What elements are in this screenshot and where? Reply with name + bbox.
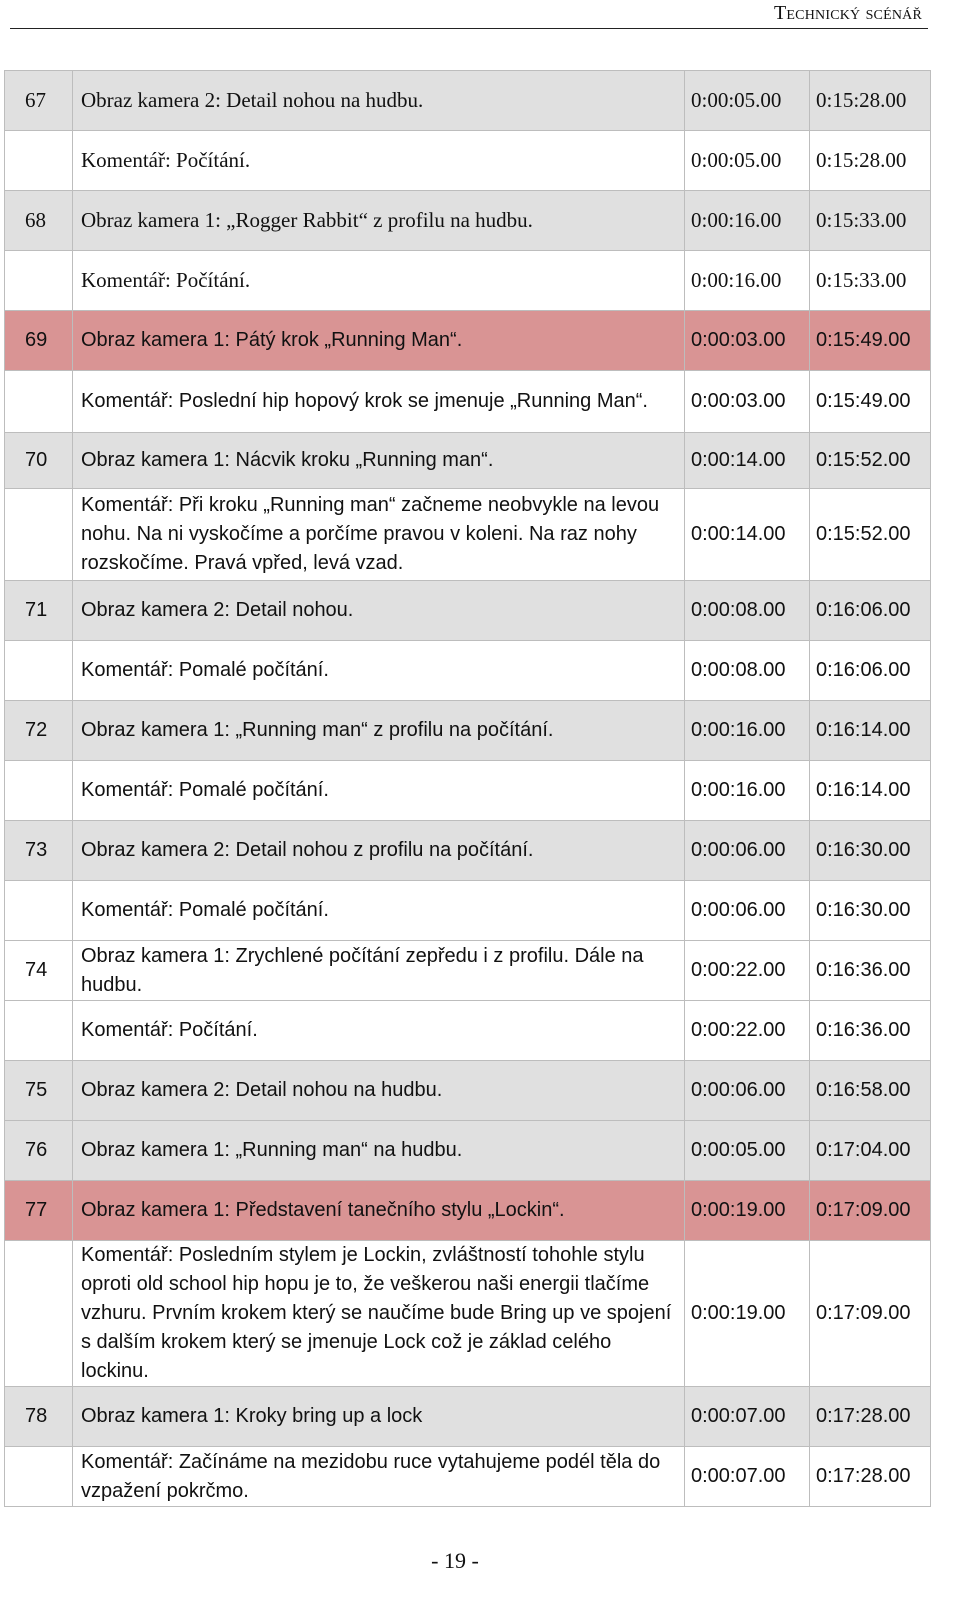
shot-number-cell [5,761,73,821]
table-row [5,701,931,761]
duration-cell: 0:00:05.00 [685,1121,810,1181]
shot-number-cell: 70 [5,433,73,489]
description-cell: Obraz kamera 1: Představení tanečního stylu „Lockin“. [73,1181,685,1241]
description-cell: Obraz kamera 1: „Running man“ z profilu na počítání. [73,701,685,761]
shot-number-cell: 78 [5,1387,73,1447]
table-row [5,1001,931,1061]
shot-number-cell: 68 [5,191,73,251]
table-row [5,191,931,251]
table-row [5,821,931,881]
timecode-cell: 0:16:06.00 [810,581,931,641]
timecode-cell: 0:15:28.00 [810,71,931,131]
shot-number-cell [5,489,73,581]
description-cell: Komentář: Počítání. [73,1001,685,1061]
description-cell: Komentář: Posledním stylem je Lockin, zvláštností tohohle stylu oproti old school hip hopu je to, že veškerou naši energii tlačíme vzhuru. Prvním krokem který se naučíme bude Bring up ve spojení s dalším krokem který se jmenuje Lock což je základ celého lockinu. [73,1241,685,1387]
table-row [5,881,931,941]
timecode-cell: 0:15:28.00 [810,131,931,191]
shot-number-cell: 77 [5,1181,73,1241]
duration-cell: 0:00:22.00 [685,1001,810,1061]
page-number: - 19 - [431,1548,479,1573]
duration-cell: 0:00:19.00 [685,1181,810,1241]
table-row [5,311,931,371]
description-cell: Obraz kamera 1: Nácvik kroku „Running man“. [73,433,685,489]
description-cell: Komentář: Počítání. [73,131,685,191]
table-row [5,251,931,311]
timecode-cell: 0:17:09.00 [810,1241,931,1387]
shot-number-cell: 67 [5,71,73,131]
shot-number-cell: 76 [5,1121,73,1181]
timecode-cell: 0:15:49.00 [810,371,931,433]
table-row [5,641,931,701]
table-row [5,371,931,433]
description-cell: Komentář: Pomalé počítání. [73,761,685,821]
description-cell: Obraz kamera 2: Detail nohou na hudbu. [73,1061,685,1121]
duration-cell: 0:00:08.00 [685,581,810,641]
duration-cell: 0:00:07.00 [685,1387,810,1447]
timecode-cell: 0:17:28.00 [810,1387,931,1447]
duration-cell: 0:00:19.00 [685,1241,810,1387]
duration-cell: 0:00:06.00 [685,821,810,881]
shot-number-cell [5,131,73,191]
duration-cell: 0:00:14.00 [685,489,810,581]
duration-cell: 0:00:06.00 [685,881,810,941]
timecode-cell: 0:16:30.00 [810,881,931,941]
page-header [10,0,928,29]
duration-cell: 0:00:08.00 [685,641,810,701]
timecode-cell: 0:16:14.00 [810,761,931,821]
timecode-cell: 0:16:14.00 [810,701,931,761]
timecode-cell: 0:16:58.00 [810,1061,931,1121]
table-row [5,71,931,131]
duration-cell: 0:00:14.00 [685,433,810,489]
table-row [5,761,931,821]
timecode-cell: 0:15:52.00 [810,433,931,489]
description-cell: Obraz kamera 1: „Rogger Rabbit“ z profilu na hudbu. [73,191,685,251]
shot-number-cell: 74 [5,941,73,1001]
duration-cell: 0:00:16.00 [685,191,810,251]
shot-number-cell [5,1001,73,1061]
table-row [5,1447,931,1507]
document-title: Technický scénář [774,2,922,24]
description-cell: Komentář: Počítání. [73,251,685,311]
description-cell: Komentář: Začínáme na mezidobu ruce vytahujeme podél těla do vzpažení pokrčmo. [73,1447,685,1507]
shot-number-cell: 73 [5,821,73,881]
table-row [5,581,931,641]
description-cell: Obraz kamera 1: Kroky bring up a lock [73,1387,685,1447]
description-cell: Obraz kamera 1: Zrychlené počítání zepředu i z profilu. Dále na hudbu. [73,941,685,1001]
duration-cell: 0:00:16.00 [685,761,810,821]
timecode-cell: 0:17:04.00 [810,1121,931,1181]
shot-number-cell [5,881,73,941]
duration-cell: 0:00:06.00 [685,1061,810,1121]
shot-number-cell [5,371,73,433]
table-row [5,1121,931,1181]
shot-number-cell: 72 [5,701,73,761]
table-row [5,941,931,1001]
description-cell: Komentář: Pomalé počítání. [73,881,685,941]
duration-cell: 0:00:03.00 [685,311,810,371]
shot-number-cell [5,1241,73,1387]
description-cell: Komentář: Při kroku „Running man“ začneme neobvykle na levou nohu. Na ni vyskočíme a porčíme pravou v koleni. Na raz nohy rozskočíme. Pravá vpřed, levá vzad. [73,489,685,581]
duration-cell: 0:00:16.00 [685,701,810,761]
table-row [5,1241,931,1387]
shot-number-cell: 75 [5,1061,73,1121]
script-table [4,70,931,1507]
timecode-cell: 0:15:52.00 [810,489,931,581]
duration-cell: 0:00:07.00 [685,1447,810,1507]
duration-cell: 0:00:05.00 [685,131,810,191]
timecode-cell: 0:16:06.00 [810,641,931,701]
timecode-cell: 0:15:49.00 [810,311,931,371]
table-row [5,131,931,191]
shot-number-cell [5,1447,73,1507]
shot-number-cell: 71 [5,581,73,641]
shot-number-cell [5,641,73,701]
timecode-cell: 0:15:33.00 [810,191,931,251]
duration-cell: 0:00:03.00 [685,371,810,433]
timecode-cell: 0:15:33.00 [810,251,931,311]
duration-cell: 0:00:05.00 [685,71,810,131]
shot-number-cell [5,251,73,311]
duration-cell: 0:00:16.00 [685,251,810,311]
table-row [5,489,931,581]
description-cell: Obraz kamera 1: „Running man“ na hudbu. [73,1121,685,1181]
table-row [5,1181,931,1241]
description-cell: Komentář: Pomalé počítání. [73,641,685,701]
table-row [5,1387,931,1447]
description-cell: Komentář: Poslední hip hopový krok se jmenuje „Running Man“. [73,371,685,433]
description-cell: Obraz kamera 1: Pátý krok „Running Man“. [73,311,685,371]
description-cell: Obraz kamera 2: Detail nohou z profilu na počítání. [73,821,685,881]
timecode-cell: 0:17:28.00 [810,1447,931,1507]
script-table-body [5,71,931,1507]
shot-number-cell: 69 [5,311,73,371]
timecode-cell: 0:17:09.00 [810,1181,931,1241]
timecode-cell: 0:16:36.00 [810,1001,931,1061]
duration-cell: 0:00:22.00 [685,941,810,1001]
timecode-cell: 0:16:36.00 [810,941,931,1001]
table-row [5,433,931,489]
description-cell: Obraz kamera 2: Detail nohou. [73,581,685,641]
table-row [5,1061,931,1121]
timecode-cell: 0:16:30.00 [810,821,931,881]
description-cell: Obraz kamera 2: Detail nohou na hudbu. [73,71,685,131]
